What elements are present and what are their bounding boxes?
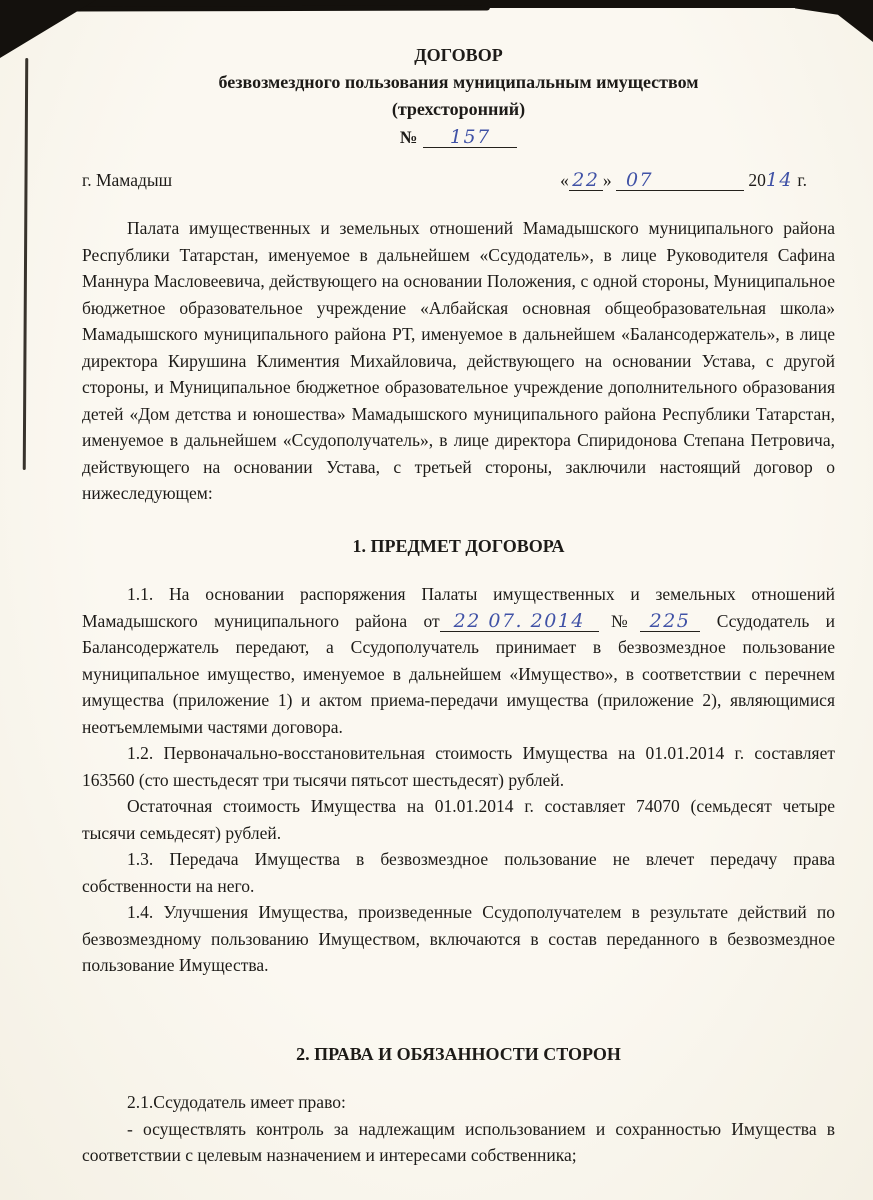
- section-1-heading: 1. ПРЕДМЕТ ДОГОВОРА: [352, 535, 565, 556]
- p11-number-sign: №: [598, 610, 640, 631]
- p11-text-before: 1.1. На основании распоряжения Палаты имущественных и земельных отношений Мамадышского муниципального района от: [82, 584, 835, 631]
- contract-number-label: №: [399, 127, 418, 147]
- p11-text-after: Ссудодатель и Балансодержатель передают, а Ссудополучатель принимает в безвозмездное пользование муниципальное имущество, именуемое в дальнейшем «Имущество», в соответствии с перечнем имущества (приложение 1) и актом приема-передачи имущества (приложение 2), являющимися неотъемлемыми частями договора.: [82, 610, 836, 737]
- scan-artifact-top-strip-secondary: [70, 5, 490, 11]
- paragraph-1-3: 1.3. Передача Имущества в безвозмездное пользование не влечет передачу права собственности на него.: [82, 849, 835, 896]
- doc-variant: (трехсторонний): [391, 99, 526, 119]
- page-content: [82, 42, 835, 1169]
- preamble-paragraph: Палата имущественных и земельных отношений Мамадышского муниципального района Республики Татарстан, именуемое в дальнейшем «Ссудодатель», в лице Руководителя Сафина Маннура Масловеевича, действующего на основании Положения, с одной стороны, Муниципальное бюджетное образовательное учреждение «Албайская основная общеобразовательная школа» Мамадышского муниципального района РТ, именуемое в дальнейшем «Балансодержатель», в лице директора Кирушина Климентия Михайловича, действующего на основании Устава, с другой стороны, и Муниципальное бюджетное образовательное учреждение дополнительного образования детей «Дом детства и юношества» Мамадышского муниципального района Республики Татарстан, именуемое в дальнейшем «Ссудополучатель», в лице директора Спиридонова Степана Петровича, действующего на основании Устава, с третьей стороны, заключили настоящий договор о нижеследующем:: [82, 218, 835, 503]
- paragraph-1-2-residual: Остаточная стоимость Имущества на 01.01.2014 г. составляет 74070 (семьдесят четыре тысячи семьдесят) рублей.: [82, 796, 835, 843]
- scan-artifact-left-edge-line: [23, 58, 29, 470]
- paragraph-1-2: 1.2. Первоначально-восстановительная стоимость Имущества на 01.01.2014 г. составляет 163560 (сто шестьдесят три тысячи пятьсот шестьдесят) рублей.: [82, 743, 835, 790]
- date-year-handwritten: 14: [765, 168, 794, 191]
- paragraph-1-4: 1.4. Улучшения Имущества, произведенные Ссудополучателем в результате действий по безвозмездному пользованию Имуществом, включаются в состав переданного в безвозмездное пользование Имущества.: [82, 902, 835, 975]
- city-label: г. Мамадыш: [82, 169, 173, 190]
- contract-number-handwritten: 157: [449, 126, 491, 148]
- header-row: [82, 167, 835, 194]
- paragraph-2-1-item-1: - осуществлять контроль за надлежащим использованием и сохранностью Имущества в соответствии с целевым назначением и интересами собственника;: [82, 1118, 835, 1165]
- doc-title: ДОГОВОР: [414, 45, 503, 65]
- p11-handwritten-number: 225: [649, 609, 691, 632]
- paragraph-2-1: 2.1.Ссудодатель имеет право:: [127, 1092, 346, 1112]
- contract-number-row: [82, 124, 835, 151]
- date-open-quote: «: [560, 169, 569, 190]
- title-block: [82, 42, 835, 123]
- date-year-printed: 20: [748, 169, 766, 190]
- date-month-handwritten: 07: [625, 168, 654, 191]
- date-day-handwritten: 22: [572, 168, 600, 191]
- section-2-heading: 2. ПРАВА И ОБЯЗАННОСТИ СТОРОН: [296, 1043, 621, 1064]
- doc-subtitle: безвозмездного пользования муниципальным имуществом: [218, 72, 699, 92]
- date-close-quote: »: [602, 169, 612, 190]
- paragraph-1-1: [82, 581, 835, 740]
- p11-handwritten-date: 22 07. 2014: [453, 609, 585, 632]
- date-block: [560, 167, 835, 194]
- date-suffix: г.: [797, 169, 807, 190]
- scan-artifact-top-right-corner: [795, 0, 873, 42]
